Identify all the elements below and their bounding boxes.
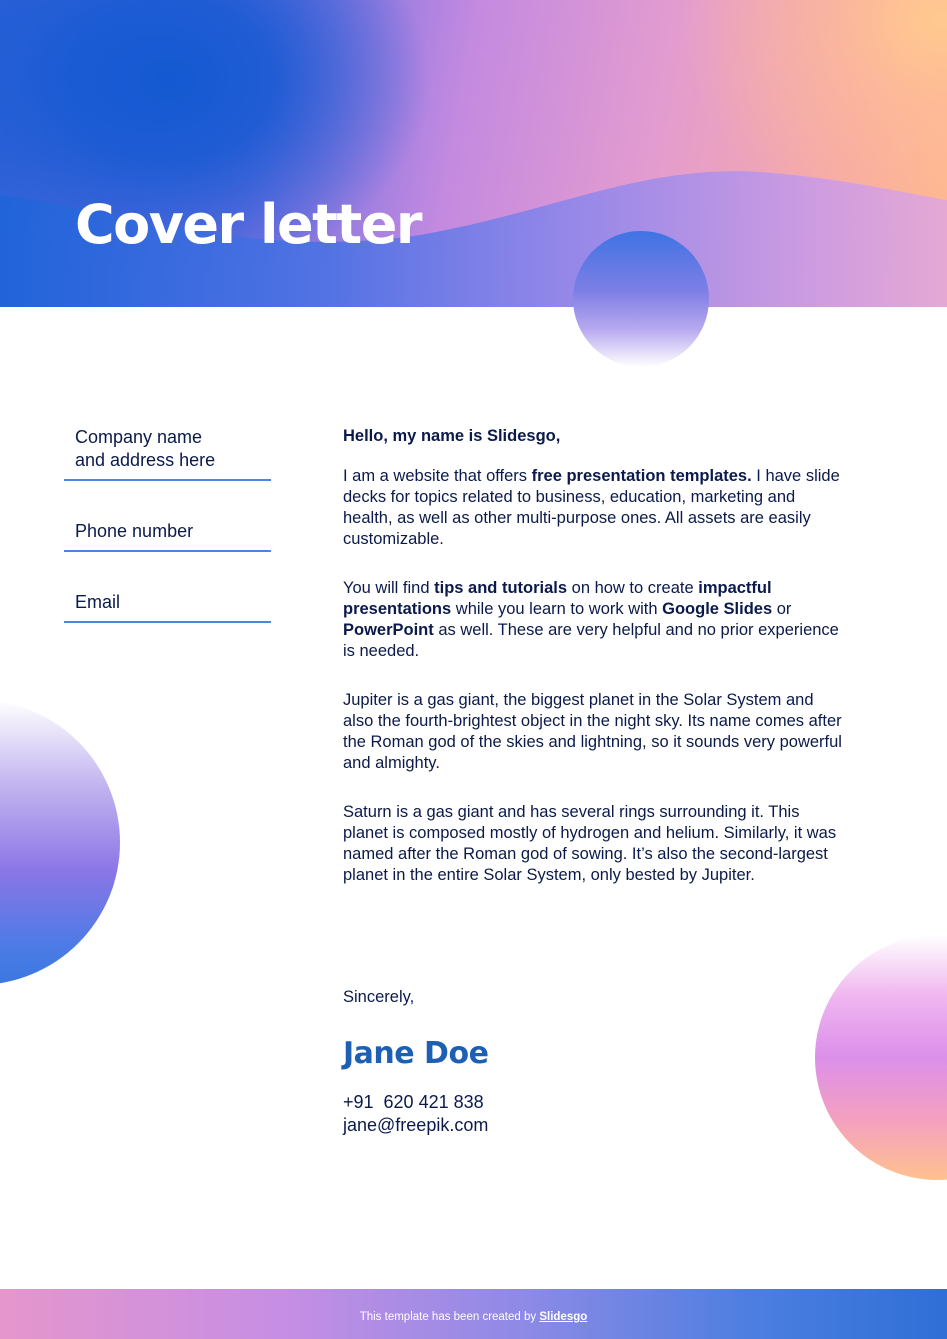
paragraph-intro-text-1: I am a website that offers: [343, 467, 532, 485]
signature-email: jane@freepik.com: [343, 1115, 489, 1135]
page-title: Cover letter: [75, 193, 421, 256]
paragraph-tips-bold-3: Google Slides: [662, 600, 773, 618]
email-field-label: Email: [75, 592, 121, 612]
footer-bar: [0, 1289, 947, 1339]
company-field[interactable]: [64, 426, 271, 481]
decorative-sphere-top: [573, 231, 709, 367]
paragraph-tips-text-2: on how to create: [567, 579, 699, 597]
signature-phone: +91 620 421 838: [343, 1092, 484, 1112]
footer-slidesgo-link[interactable]: Slidesgo: [539, 1311, 588, 1323]
letter-greeting: Hello, my name is Slidesgo,: [343, 427, 561, 445]
header-banner: [0, 0, 947, 307]
email-field[interactable]: [64, 591, 271, 623]
footer-credit: [0, 1309, 947, 1325]
paragraph-tips-text-5: as well. These are very helpful and no prior experience is needed.: [343, 621, 839, 660]
paragraph-tips-text-4: or: [772, 600, 792, 618]
letter-body: [343, 426, 843, 914]
paragraph-intro: [343, 466, 843, 550]
decorative-sphere-left: [0, 700, 120, 985]
paragraph-tips-bold-4: PowerPoint: [343, 621, 434, 639]
header-wave-shape: [0, 0, 947, 307]
paragraph-jupiter: Jupiter is a gas giant, the biggest planet in the Solar System and also the fourth-brightest object in the night sky. Its name comes after the Roman god of the skies and lightning, so it sounds very powerful and almighty.: [343, 691, 842, 772]
paragraph-intro-bold-1: free presentation templates.: [531, 467, 752, 485]
paragraph-intro-text-2: I have slide decks for topics related to business, education, marketing and health, as well as other multi-purpose ones. All assets are easily customizable.: [343, 467, 840, 548]
signature-name: Jane Doe: [343, 1036, 489, 1071]
paragraph-tips-text-1: You will find: [343, 579, 435, 597]
paragraph-tips-text-3: while you learn to work with: [451, 600, 663, 618]
paragraph-tips: [343, 578, 843, 662]
signature-contact: [343, 1091, 488, 1137]
footer-credit-text: This template has been created by: [359, 1311, 540, 1323]
decorative-sphere-right: [815, 935, 947, 1180]
company-field-label: Company name and address here: [75, 427, 216, 470]
paragraph-saturn: Saturn is a gas giant and has several rings surrounding it. This planet is composed mostly of hydrogen and helium. Similarly, it was named after the Roman god of sowing. It’s also the second-largest planet in the entire Solar System, only bested by Jupiter.: [343, 803, 837, 884]
phone-field-label: Phone number: [75, 521, 194, 541]
letter-signoff: Sincerely,: [343, 988, 415, 1006]
paragraph-tips-bold-1: tips and tutorials: [434, 579, 568, 597]
paragraph-tips-bold-2: impactful presentations: [343, 579, 772, 618]
phone-field[interactable]: [64, 520, 271, 552]
